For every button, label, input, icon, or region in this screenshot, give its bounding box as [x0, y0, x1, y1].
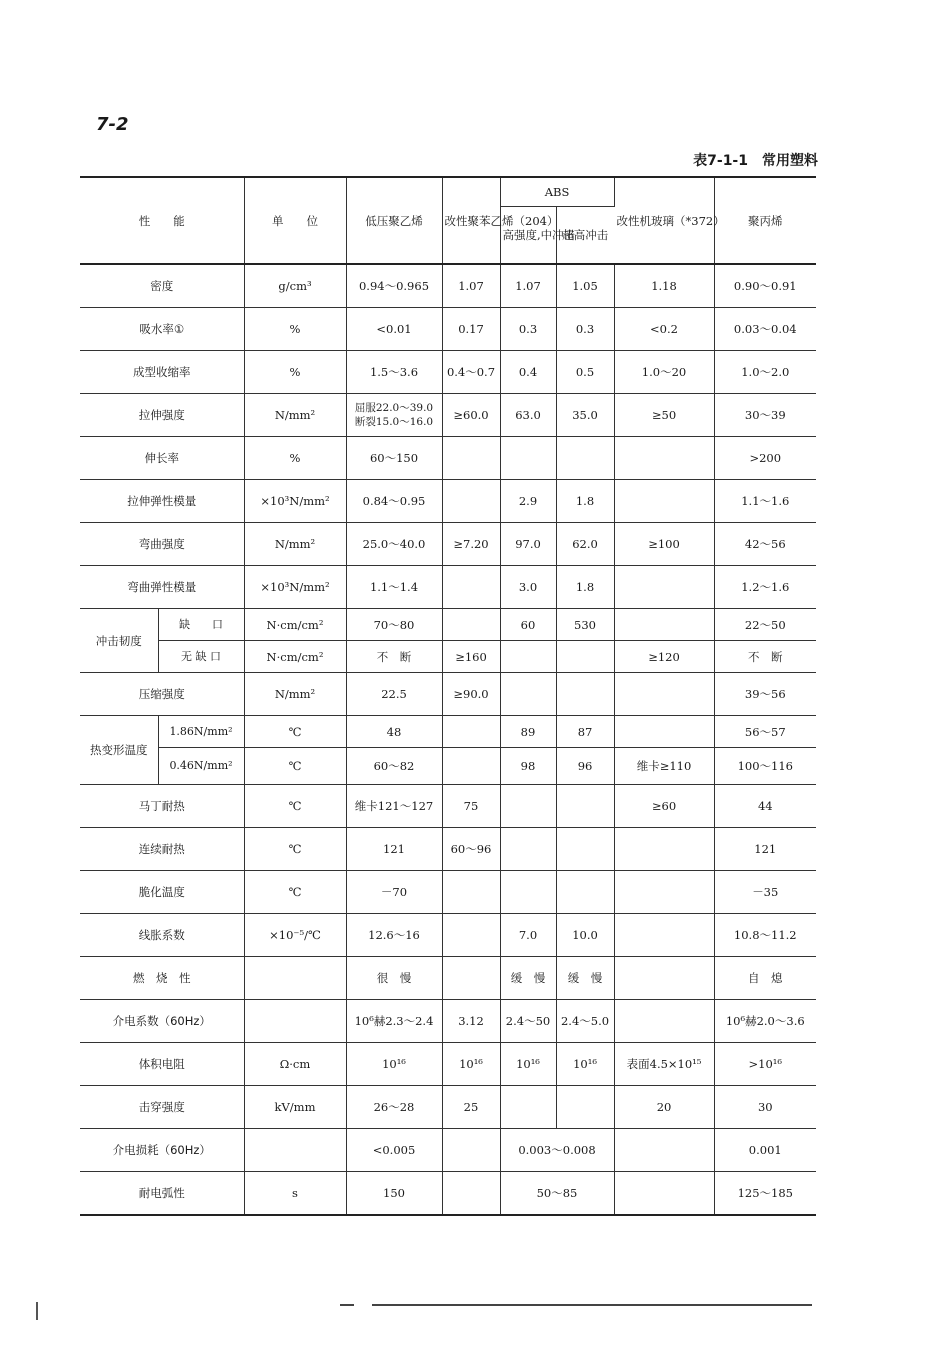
unit-cell: %	[244, 351, 346, 394]
pmma-cell: 表面4.5×10¹⁵	[614, 1043, 714, 1086]
row-volume-resistivity	[80, 1043, 816, 1086]
mod-ps-cell	[442, 437, 500, 480]
mod-ps-cell: 1.07	[442, 264, 500, 308]
mod-ps-cell: 25	[442, 1086, 500, 1129]
pp-cell: －35	[714, 871, 816, 914]
abs-ultra-cell: 530	[556, 609, 614, 641]
abs-cell: 0.003～0.008	[500, 1129, 614, 1172]
row-water-absorption	[80, 308, 816, 351]
property-name: 介电损耗（60Hz）	[80, 1129, 244, 1172]
unit-cell: ℃	[244, 716, 346, 748]
row-tensile-strength	[80, 394, 816, 437]
row-shrinkage	[80, 351, 816, 394]
abs-ultra-cell	[556, 785, 614, 828]
property-name: 线胀系数	[80, 914, 244, 957]
row-flammability	[80, 957, 816, 1000]
mod-ps-cell: 0.4～0.7	[442, 351, 500, 394]
abs-ultra-cell	[556, 871, 614, 914]
row-flexural-modulus	[80, 566, 816, 609]
abs-ultra-cell: 1.8	[556, 480, 614, 523]
hdpe-cell: 很 慢	[346, 957, 442, 1000]
hdpe-cell: 1.1～1.4	[346, 566, 442, 609]
pmma-cell: ≥50	[614, 394, 714, 437]
unit-cell: %	[244, 308, 346, 351]
mod-ps-cell	[442, 566, 500, 609]
row-linear-expansion	[80, 914, 816, 957]
hdpe-cell: 维卡121～127	[346, 785, 442, 828]
row-dielectric-constant	[80, 1000, 816, 1043]
pmma-cell	[614, 914, 714, 957]
pp-cell: 1.2～1.6	[714, 566, 816, 609]
mod-ps-cell	[442, 716, 500, 748]
mod-ps-cell	[442, 871, 500, 914]
sub-property-name: 1.86N/mm²	[158, 716, 244, 748]
pp-cell: >200	[714, 437, 816, 480]
row-compressive-strength	[80, 673, 816, 716]
pmma-cell: 1.0～20	[614, 351, 714, 394]
mod-ps-cell: 0.17	[442, 308, 500, 351]
abs-ultra-cell: 缓 慢	[556, 957, 614, 1000]
abs-high-cell	[500, 673, 556, 716]
hdpe-cell: 10¹⁶	[346, 1043, 442, 1086]
pmma-cell	[614, 609, 714, 641]
abs-ultra-cell	[556, 437, 614, 480]
unit-cell	[244, 1129, 346, 1172]
pmma-cell	[614, 828, 714, 871]
mod-ps-cell	[442, 1172, 500, 1216]
property-name: 弯曲弹性模量	[80, 566, 244, 609]
hdpe-cell: <0.01	[346, 308, 442, 351]
pp-cell: 自 熄	[714, 957, 816, 1000]
hdpe-cell: 121	[346, 828, 442, 871]
pp-cell: 0.90～0.91	[714, 264, 816, 308]
unit-cell: Ω·cm	[244, 1043, 346, 1086]
pp-cell: 121	[714, 828, 816, 871]
header-property: 性 能	[80, 177, 244, 264]
row-tensile-modulus	[80, 480, 816, 523]
hdpe-cell: 1.5～3.6	[346, 351, 442, 394]
hdpe-break: 断裂15.0～16.0	[354, 416, 434, 428]
unit-cell: ℃	[244, 871, 346, 914]
property-name: 伸长率	[80, 437, 244, 480]
abs-high-cell: 7.0	[500, 914, 556, 957]
pmma-cell	[614, 480, 714, 523]
header-pp: 聚丙烯	[714, 177, 816, 264]
abs-high-cell	[500, 437, 556, 480]
abs-high-cell	[500, 1086, 556, 1129]
pmma-cell: 20	[614, 1086, 714, 1129]
pp-cell: 42～56	[714, 523, 816, 566]
mod-ps-cell: ≥7.20	[442, 523, 500, 566]
property-name: 燃 烧 性	[80, 957, 244, 1000]
pp-cell: 22～50	[714, 609, 816, 641]
hdpe-cell: 不 断	[346, 641, 442, 673]
header-abs-ultra-impact: 超高冲击	[556, 207, 614, 265]
header-unit: 单 位	[244, 177, 346, 264]
pp-cell: 56～57	[714, 716, 816, 748]
unit-cell: kV/mm	[244, 1086, 346, 1129]
abs-ultra-cell: 0.5	[556, 351, 614, 394]
mod-ps-cell: 60～96	[442, 828, 500, 871]
hdpe-cell: 0.84～0.95	[346, 480, 442, 523]
pp-cell: 0.03～0.04	[714, 308, 816, 351]
hdpe-cell: 60～82	[346, 748, 442, 785]
pp-cell: 39～56	[714, 673, 816, 716]
pmma-cell	[614, 957, 714, 1000]
mod-ps-cell	[442, 748, 500, 785]
pmma-cell	[614, 566, 714, 609]
plastics-properties-table	[80, 176, 816, 1216]
abs-ultra-cell: 35.0	[556, 394, 614, 437]
scan-artifact-line	[372, 1304, 812, 1306]
abs-ultra-cell	[556, 1086, 614, 1129]
row-hdt-186	[80, 716, 816, 748]
pp-cell: 44	[714, 785, 816, 828]
row-elongation	[80, 437, 816, 480]
property-name: 压缩强度	[80, 673, 244, 716]
abs-high-cell: 缓 慢	[500, 957, 556, 1000]
row-density	[80, 264, 816, 308]
unit-cell: %	[244, 437, 346, 480]
abs-high-cell: 98	[500, 748, 556, 785]
abs-ultra-cell	[556, 828, 614, 871]
pmma-cell: <0.2	[614, 308, 714, 351]
hdpe-cell: <0.005	[346, 1129, 442, 1172]
pmma-cell: ≥120	[614, 641, 714, 673]
unit-cell: ×10⁻⁵/℃	[244, 914, 346, 957]
sub-property-name: 缺 口	[158, 609, 244, 641]
pp-cell: 10.8～11.2	[714, 914, 816, 957]
unit-cell: s	[244, 1172, 346, 1216]
hdpe-cell: 60～150	[346, 437, 442, 480]
unit-cell: ×10³N/mm²	[244, 566, 346, 609]
abs-ultra-cell: 87	[556, 716, 614, 748]
hdpe-cell: 150	[346, 1172, 442, 1216]
abs-high-cell: 2.9	[500, 480, 556, 523]
pmma-cell	[614, 716, 714, 748]
pmma-cell: 维卡≥110	[614, 748, 714, 785]
property-name: 击穿强度	[80, 1086, 244, 1129]
pmma-cell	[614, 1000, 714, 1043]
pp-cell: 30～39	[714, 394, 816, 437]
pmma-cell	[614, 1172, 714, 1216]
pp-cell: 125～185	[714, 1172, 816, 1216]
mod-ps-cell	[442, 609, 500, 641]
mod-ps-cell	[442, 957, 500, 1000]
mod-ps-cell	[442, 480, 500, 523]
abs-high-cell: 1.07	[500, 264, 556, 308]
abs-ultra-cell: 10¹⁶	[556, 1043, 614, 1086]
property-name: 密度	[80, 264, 244, 308]
row-continuous-heat	[80, 828, 816, 871]
abs-ultra-cell: 96	[556, 748, 614, 785]
header-modified-pmma: 改性机玻璃（*372）	[614, 177, 714, 264]
header-abs: ABS	[500, 177, 614, 207]
pp-cell: >10¹⁶	[714, 1043, 816, 1086]
hdpe-cell: 48	[346, 716, 442, 748]
unit-cell	[244, 957, 346, 1000]
pp-cell: 1.0～2.0	[714, 351, 816, 394]
abs-high-cell: 97.0	[500, 523, 556, 566]
unit-cell: N·cm/cm²	[244, 641, 346, 673]
unit-cell: N/mm²	[244, 394, 346, 437]
unit-cell: N·cm/cm²	[244, 609, 346, 641]
abs-ultra-cell: 1.8	[556, 566, 614, 609]
hdpe-cell: 70～80	[346, 609, 442, 641]
page-number: 7-2	[96, 114, 129, 135]
row-martens	[80, 785, 816, 828]
pmma-cell: ≥60	[614, 785, 714, 828]
abs-high-cell	[500, 871, 556, 914]
mod-ps-cell: ≥160	[442, 641, 500, 673]
row-hdt-046	[80, 748, 816, 785]
pp-cell: 不 断	[714, 641, 816, 673]
abs-ultra-cell	[556, 641, 614, 673]
abs-high-cell: 0.3	[500, 308, 556, 351]
row-flexural-strength	[80, 523, 816, 566]
mod-ps-cell: ≥90.0	[442, 673, 500, 716]
hdpe-cell: 0.94～0.965	[346, 264, 442, 308]
row-arc-resistance	[80, 1172, 816, 1216]
abs-high-cell: 63.0	[500, 394, 556, 437]
scan-artifact-mark	[36, 1302, 38, 1320]
pmma-cell	[614, 1129, 714, 1172]
property-name: 连续耐热	[80, 828, 244, 871]
header-modified-ps: 改性聚苯乙烯（204）	[442, 177, 500, 264]
scan-artifact-line	[340, 1304, 354, 1306]
mod-ps-cell: 3.12	[442, 1000, 500, 1043]
mod-ps-cell	[442, 1129, 500, 1172]
property-name: 吸水率①	[80, 308, 244, 351]
pp-cell: 30	[714, 1086, 816, 1129]
abs-ultra-cell: 10.0	[556, 914, 614, 957]
abs-ultra-cell: 2.4～5.0	[556, 1000, 614, 1043]
abs-ultra-cell: 0.3	[556, 308, 614, 351]
unit-cell: ℃	[244, 748, 346, 785]
abs-high-cell	[500, 641, 556, 673]
abs-ultra-cell: 62.0	[556, 523, 614, 566]
property-name: 冲击韧度	[80, 609, 158, 673]
row-impact-notched	[80, 609, 816, 641]
unit-cell: N/mm²	[244, 673, 346, 716]
row-dielectric-loss	[80, 1129, 816, 1172]
abs-cell: 50～85	[500, 1172, 614, 1216]
mod-ps-cell	[442, 914, 500, 957]
pmma-cell: ≥100	[614, 523, 714, 566]
mod-ps-cell: 10¹⁶	[442, 1043, 500, 1086]
unit-cell: ℃	[244, 785, 346, 828]
pmma-cell: 1.18	[614, 264, 714, 308]
property-name: 热变形温度	[80, 716, 158, 785]
hdpe-cell: 26～28	[346, 1086, 442, 1129]
sub-property-name: 0.46N/mm²	[158, 748, 244, 785]
pp-cell: 0.001	[714, 1129, 816, 1172]
abs-high-cell: 10¹⁶	[500, 1043, 556, 1086]
abs-high-cell	[500, 785, 556, 828]
property-name: 马丁耐热	[80, 785, 244, 828]
hdpe-cell: 25.0～40.0	[346, 523, 442, 566]
property-name: 成型收缩率	[80, 351, 244, 394]
property-name: 体积电阻	[80, 1043, 244, 1086]
pp-cell: 1.1～1.6	[714, 480, 816, 523]
property-name: 弯曲强度	[80, 523, 244, 566]
hdpe-cell: 22.5	[346, 673, 442, 716]
hdpe-cell: 10⁶赫2.3～2.4	[346, 1000, 442, 1043]
property-name: 拉伸强度	[80, 394, 244, 437]
property-name: 介电系数（60Hz）	[80, 1000, 244, 1043]
header-abs-high-strength: 高强度,中冲击	[500, 207, 556, 265]
unit-cell: g/cm³	[244, 264, 346, 308]
pmma-cell	[614, 673, 714, 716]
row-breakdown-strength	[80, 1086, 816, 1129]
unit-cell: N/mm²	[244, 523, 346, 566]
unit-cell	[244, 1000, 346, 1043]
property-name: 耐电弧性	[80, 1172, 244, 1216]
pp-cell: 10⁶赫2.0～3.6	[714, 1000, 816, 1043]
abs-high-cell: 3.0	[500, 566, 556, 609]
abs-ultra-cell	[556, 673, 614, 716]
header-hdpe: 低压聚乙烯	[346, 177, 442, 264]
hdpe-yield: 屈服22.0～39.0	[354, 402, 434, 414]
sub-property-name: 无 缺 口	[158, 641, 244, 673]
mod-ps-cell: 75	[442, 785, 500, 828]
abs-high-cell: 89	[500, 716, 556, 748]
table-title: 表7-1-1 常用塑料	[693, 153, 818, 169]
abs-ultra-cell: 1.05	[556, 264, 614, 308]
property-name: 拉伸弹性模量	[80, 480, 244, 523]
abs-high-cell	[500, 828, 556, 871]
hdpe-cell: 12.6～16	[346, 914, 442, 957]
abs-high-cell: 0.4	[500, 351, 556, 394]
abs-high-cell: 60	[500, 609, 556, 641]
unit-cell: ℃	[244, 828, 346, 871]
property-name: 脆化温度	[80, 871, 244, 914]
unit-cell: ×10³N/mm²	[244, 480, 346, 523]
pp-cell: 100～116	[714, 748, 816, 785]
row-brittle-temp	[80, 871, 816, 914]
pmma-cell	[614, 871, 714, 914]
abs-high-cell: 2.4～50	[500, 1000, 556, 1043]
mod-ps-cell: ≥60.0	[442, 394, 500, 437]
row-impact-unnotched	[80, 641, 816, 673]
hdpe-cell: －70	[346, 871, 442, 914]
hdpe-cell	[346, 394, 442, 437]
pmma-cell	[614, 437, 714, 480]
